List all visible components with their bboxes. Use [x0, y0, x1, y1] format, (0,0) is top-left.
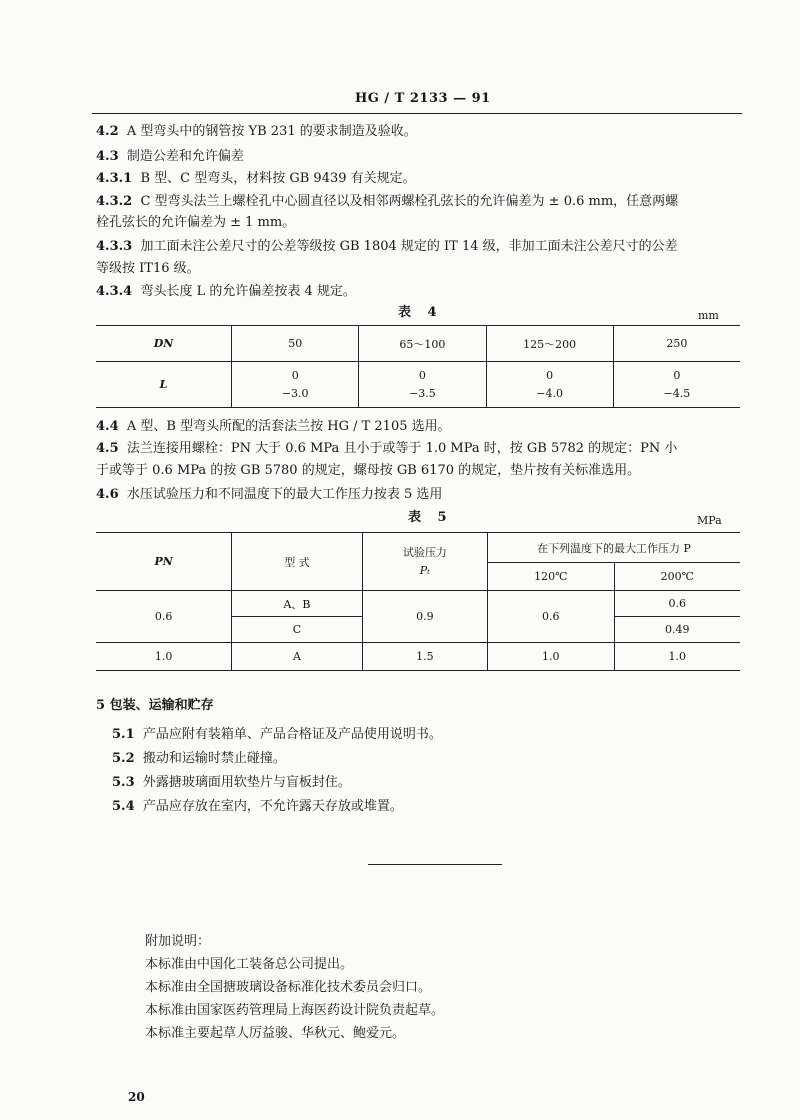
clause-4-6: 4.6 水压试验压力和不同温度下的最大工作压力按表 5 选用: [96, 487, 443, 502]
table-5-cell: 0.6: [614, 591, 740, 617]
clause-4-3-3: 4.3.3 加工面未注公差尺寸的公差等级按 GB 1804 规定的 IT 14 级，非加工面未注公差尺寸的公差: [96, 239, 678, 254]
table-5-pn-header: PN: [96, 533, 232, 591]
table-4-title: 表 4: [398, 305, 443, 320]
clause-4-4: 4.4 A 型、B 型弯头所配的活套法兰按 HG / T 2105 选用。: [96, 419, 451, 434]
table-5-cell: 0.9: [362, 591, 487, 643]
table-5-title: 表 5: [408, 510, 453, 525]
clause-4-3-1: 4.3.1 B 型、C 型弯头，材料按 GB 9439 有关规定。: [96, 171, 416, 186]
clause-4-3-3-cont: 等级按 IT16 级。: [96, 261, 200, 276]
table-4-unit: mm: [698, 309, 719, 322]
table-4-tolerance-cell: 0 −4.0: [486, 362, 613, 408]
end-of-text-rule: [368, 864, 502, 865]
notes-title: 附加说明：: [145, 934, 211, 949]
table-row: [96, 326, 740, 362]
header-rule: [92, 113, 742, 114]
table-4-dn-cell: 65～100: [359, 326, 486, 362]
clause-5-4: 5.4 产品应存放在室内，不允许露天存放或堆置。: [112, 799, 403, 814]
table-5-cell: A: [232, 643, 362, 671]
table-5-cell: 0.6: [488, 591, 614, 643]
notes-line: 本标准由全国搪玻璃设备标准化技术委员会归口。: [145, 980, 432, 995]
table-5-cell: C: [232, 617, 362, 643]
table-5-cell: 1.0: [96, 643, 232, 671]
table-4-tolerance-cell: 0 −3.0: [232, 362, 359, 408]
table-4-dn-label: DN: [96, 326, 232, 362]
table-4-dn-cell: 50: [232, 326, 359, 362]
clause-5-3: 5.3 外露搪玻璃面用软垫片与盲板封住。: [112, 775, 351, 790]
clause-4-3-2: 4.3.2 C 型弯头法兰上螺栓孔中心圆直径以及相邻两螺栓孔弦长的允许偏差为 ± 0.6 mm，任意两螺: [96, 194, 679, 209]
section-5-title: 5 包装、运输和贮存: [96, 698, 214, 713]
notes-line: 本标准由国家医药管理局上海医药设计院负责起草。: [145, 1003, 445, 1018]
table-4-l-label: L: [96, 362, 232, 408]
clause-5-1: 5.1 产品应附有装箱单、产品合格证及产品使用说明书。: [112, 727, 442, 742]
table-5-cell: A、B: [232, 591, 362, 617]
table-4-tolerance-cell: 0 −3.5: [359, 362, 486, 408]
table-4-dn-cell: 125～200: [486, 326, 613, 362]
table-5-temp-200: 200℃: [614, 563, 740, 591]
table-5-cell: 1.5: [362, 643, 487, 671]
clause-4-3-2-cont: 栓孔弦长的允许偏差为 ± 1 mm。: [96, 215, 296, 230]
table-5-type-header: 型 式: [232, 533, 362, 591]
document-code-header: HG / T 2133 — 91: [355, 91, 491, 106]
notes-line: 本标准主要起草人厉益骏、华秋元、鲍爱元。: [145, 1026, 406, 1041]
table-5-unit: MPa: [697, 514, 722, 527]
clause-4-5: 4.5 法兰连接用螺栓：PN 大于 0.6 MPa 且小于或等于 1.0 MPa 时，按 GB 5782 的规定：PN 小: [96, 441, 678, 456]
table-5-temp-120: 120℃: [488, 563, 614, 591]
table-5-cell: 1.0: [614, 643, 740, 671]
clause-4-3: 4.3 制造公差和允许偏差: [96, 149, 244, 164]
table-5-max-pressure-header: 在下列温度下的最大工作压力 P: [488, 533, 740, 563]
table-4-dn-cell: 250: [613, 326, 740, 362]
clause-4-2: 4.2 A 型弯头中的钢管按 YB 231 的要求制造及验收。: [96, 124, 417, 139]
table-4: [96, 325, 740, 408]
clause-5-2: 5.2 搬动和运输时禁止碰撞。: [112, 751, 286, 766]
table-row: [96, 362, 740, 408]
table-5-cell: 0.49: [614, 617, 740, 643]
table-row: [96, 591, 740, 617]
clause-4-5-cont: 于或等于 0.6 MPa 的按 GB 5780 的规定，螺母按 GB 6170 的规定，垫片按有关标准选用。: [96, 463, 641, 478]
table-4-tolerance-cell: 0 −4.5: [613, 362, 740, 408]
table-row: [96, 533, 740, 563]
table-5: [96, 532, 740, 671]
table-row: [96, 643, 740, 671]
page-number: 20: [128, 1090, 145, 1104]
table-5-cell: 0.6: [96, 591, 232, 643]
table-5-test-header: 试验压力 Pₜ: [362, 533, 487, 591]
clause-4-3-4: 4.3.4 弯头长度 L 的允许偏差按表 4 规定。: [96, 284, 356, 299]
notes-line: 本标准由中国化工装备总公司提出。: [145, 957, 354, 972]
table-5-cell: 1.0: [488, 643, 614, 671]
